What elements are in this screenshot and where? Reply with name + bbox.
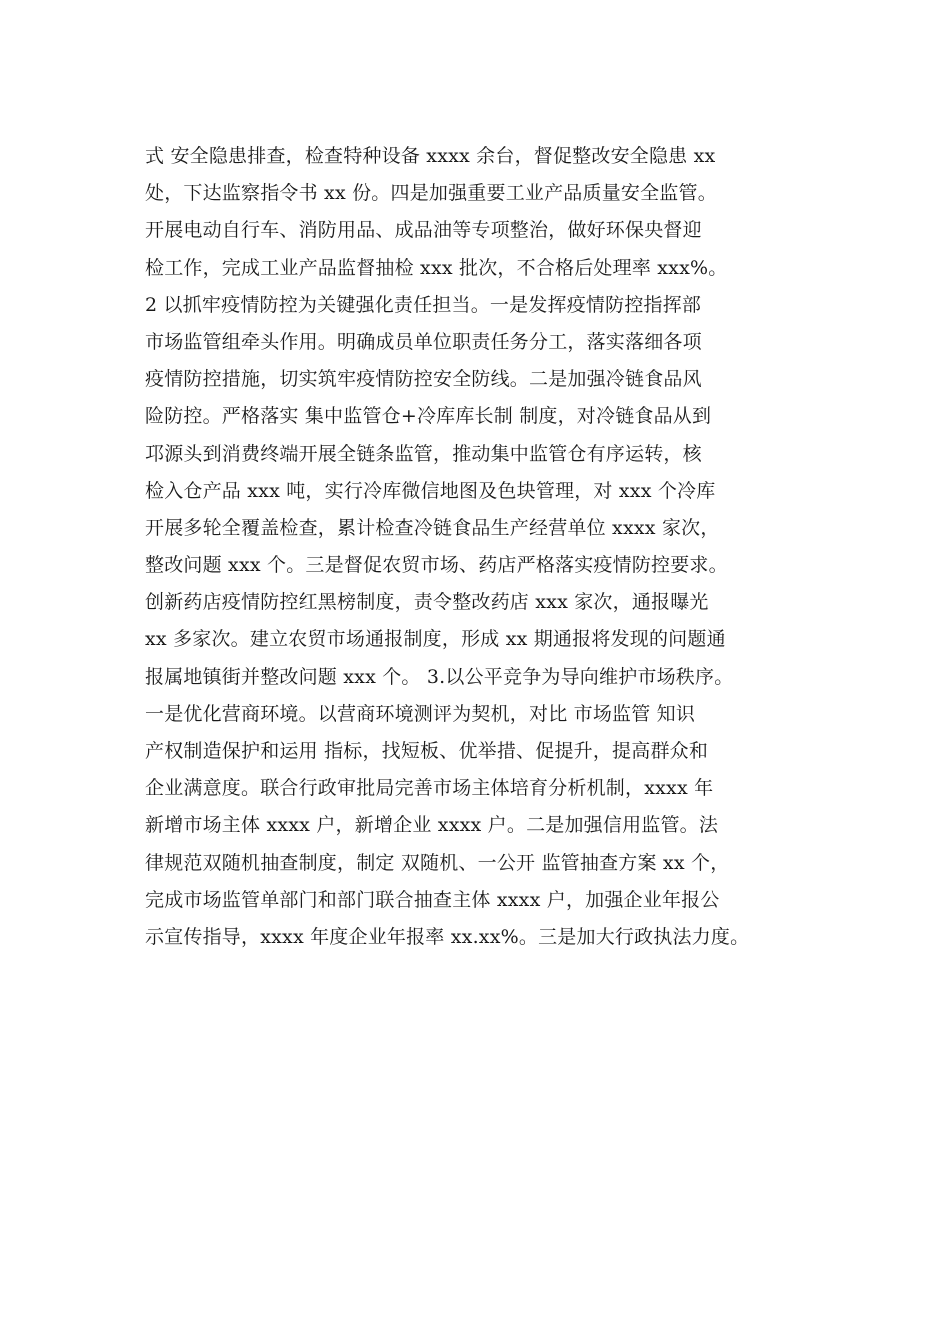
text-line: 开展电动自行车、消防用品、成品油等专项整治，做好环保央督迎 [145,219,702,242]
text-line: 一是优化营商环境。以营商环境测评为契机，对比 市场监管 知识 [145,702,696,725]
text-line: 律规范双随机抽查制度，制定 双随机、一公开 监管抽查方案 xx 个， [145,851,730,874]
text-line: 检工作，完成工业产品监督抽检 xxx 批次，不合格后处理率 xxx%。 [145,256,728,279]
text-line: 开展多轮全覆盖检查，累计检查冷链食品生产经营单位 xxxx 家次， [145,516,720,539]
body-text [145,138,825,956]
text-line: 产权制造保护和运用 指标，找短板、优举措、促提升，提高群众和 [145,740,709,762]
text-line: 式 安全隐患排查，检查特种设备 xxxx 余台，督促整改安全隐患 xx [145,145,716,167]
text-line: 处，下达监察指令书 xx 份。四是加强重要工业产品质量安全监管。 [145,182,717,205]
text-line: 完成市场监管单部门和部门联合抽查主体 xxxx 户，加强企业年报公 [145,888,720,911]
text-line: 疫情防控措施，切实筑牢疫情防控安全防线。二是加强冷链食品风 [145,368,702,391]
text-line: 市场监管组牵头作用。明确成员单位职责任务分工，落实落细各项 [145,330,702,353]
text-line: 示宣传指导，xxxx 年度企业年报率 xx.xx%。三是加大行政执法力度。 [145,925,750,948]
text-line: 整改问题 xxx 个。三是督促农贸市场、药店严格落实疫情防控要求。 [145,554,728,577]
text-line: 新增市场主体 xxxx 户，新增企业 xxxx 户。二是加强信用监管。法 [145,814,719,837]
text-line: 报属地镇街并整改问题 xxx 个。 3.以公平竞争为导向维护市场秩序。 [145,665,734,688]
text-line: 2 以抓牢疫情防控为关键强化责任担当。一是发挥疫情防控指挥部 [145,293,702,316]
text-line: 企业满意度。联合行政审批局完善市场主体培育分析机制，xxxx 年 [145,777,714,800]
text-line: 创新药店疫情防控红黑榜制度，责令整改药店 xxx 家次，通报曝光 [145,591,709,614]
text-line: 邛源头到消费终端开展全链条监管，推动集中监管仓有序运转，核 [145,442,702,465]
text-line: xx 多家次。建立农贸市场通报制度，形成 xx 期通报将发现的问题通 [145,628,726,651]
text-line: 检入仓产品 xxx 吨，实行冷库微信地图及色块管理，对 xxx 个冷库 [145,479,716,502]
text-line: 险防控。严格落实 集中监管仓+冷库库长制 制度，对冷链食品从到 [145,405,712,428]
